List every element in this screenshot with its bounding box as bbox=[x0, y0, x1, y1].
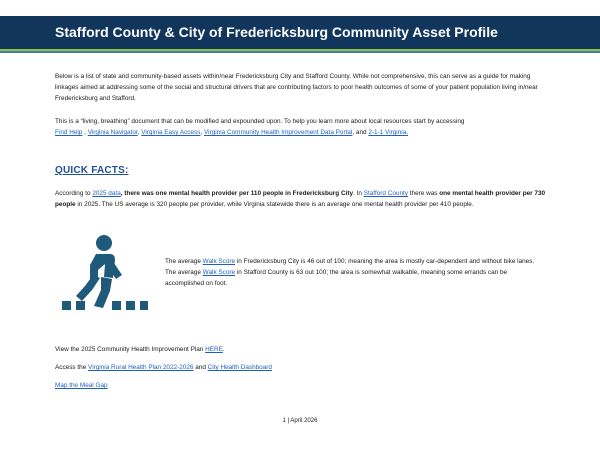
text: in 2025. The US average is 320 people per provider, while Virginia statewide there is an average one mental health provider per 410 people. bbox=[75, 201, 474, 208]
text: The average bbox=[165, 258, 203, 265]
data-portal-link[interactable]: Virginia Community Health Improvement Data Portal bbox=[204, 129, 353, 136]
map-the-meal-gap-link[interactable]: Map the Meal Gap bbox=[55, 382, 108, 389]
city-health-dashboard-link[interactable]: City Health Dashboard bbox=[207, 364, 272, 371]
text: . In bbox=[353, 190, 364, 197]
chip-paragraph bbox=[55, 344, 555, 355]
chip-here-link[interactable]: HERE bbox=[205, 346, 223, 353]
intro-paragraph: Below is a list of state and community-based assets within/near Fredericksburg City and Stafford County. While not comprehensive, this can serve as a guide for making linkages aimed at addressing some of the social and structural drivers that are contributing factors to poor health outcomes of some of your patient population living in/near Fredericksburg and Stafford. bbox=[55, 73, 538, 102]
text: View the 2025 Community Health Improvement Plan bbox=[55, 346, 206, 353]
quick-facts-heading: QUICK FACTS: bbox=[55, 165, 129, 176]
bold-text: one mental health provider per 730 people bbox=[55, 190, 546, 208]
pedestrian-crosswalk-icon bbox=[60, 230, 150, 315]
mental-health-paragraph bbox=[55, 188, 555, 210]
separator: , bbox=[137, 129, 142, 136]
text: According to bbox=[55, 190, 93, 197]
title-banner bbox=[0, 16, 600, 49]
rural-health-plan-link[interactable]: Virginia Rural Health Plan 2022-2026 bbox=[88, 364, 194, 371]
walk-score-link-stafford[interactable]: Walk Score bbox=[202, 269, 236, 276]
living-document-text: This is a “living, breathing” document that can be modified and expounded upon. To help you learn more about local resources start by accessing bbox=[55, 118, 465, 125]
text: and bbox=[193, 364, 208, 371]
page-footer: 1 | April 2026 bbox=[282, 418, 318, 424]
stafford-county-link[interactable]: Stafford County bbox=[363, 190, 408, 197]
separator: , bbox=[82, 129, 88, 136]
virginia-211-link[interactable]: 2-1-1 Virginia. bbox=[368, 129, 409, 136]
meal-gap-paragraph bbox=[55, 380, 555, 391]
bold-text: , there was one mental health provider per 110 people in Fredericksburg City bbox=[120, 190, 354, 197]
separator: , and bbox=[352, 129, 369, 136]
separator: , bbox=[200, 129, 204, 136]
text: there was bbox=[407, 190, 440, 197]
virginia-easy-access-link[interactable]: Virginia Easy Access bbox=[141, 129, 201, 136]
walk-score-paragraph bbox=[165, 256, 545, 289]
walk-score-link-fredericksburg[interactable]: Walk Score bbox=[202, 258, 236, 265]
data-2025-link[interactable]: 2025 data bbox=[92, 190, 121, 197]
text: . bbox=[222, 346, 225, 353]
text: in Fredericksburg City is 46 out of 100; meaning the area is mostly car-dependent and without bike lanes. The average bbox=[165, 258, 535, 276]
rural-health-paragraph bbox=[55, 362, 555, 373]
living-document-paragraph bbox=[55, 116, 555, 138]
find-help-link[interactable]: Find Help bbox=[55, 129, 83, 136]
virginia-navigator-link[interactable]: Virginia Navigator bbox=[87, 129, 138, 136]
text: in Stafford County is 63 out 100; the area is somewhat walkable, meaning some errands can be accomplished on foot. bbox=[165, 269, 508, 287]
accent-stripe-blue bbox=[0, 51, 600, 53]
page-title: Stafford County & City of Fredericksburg Community Asset Profile bbox=[55, 24, 498, 40]
text: Access the bbox=[55, 364, 89, 371]
